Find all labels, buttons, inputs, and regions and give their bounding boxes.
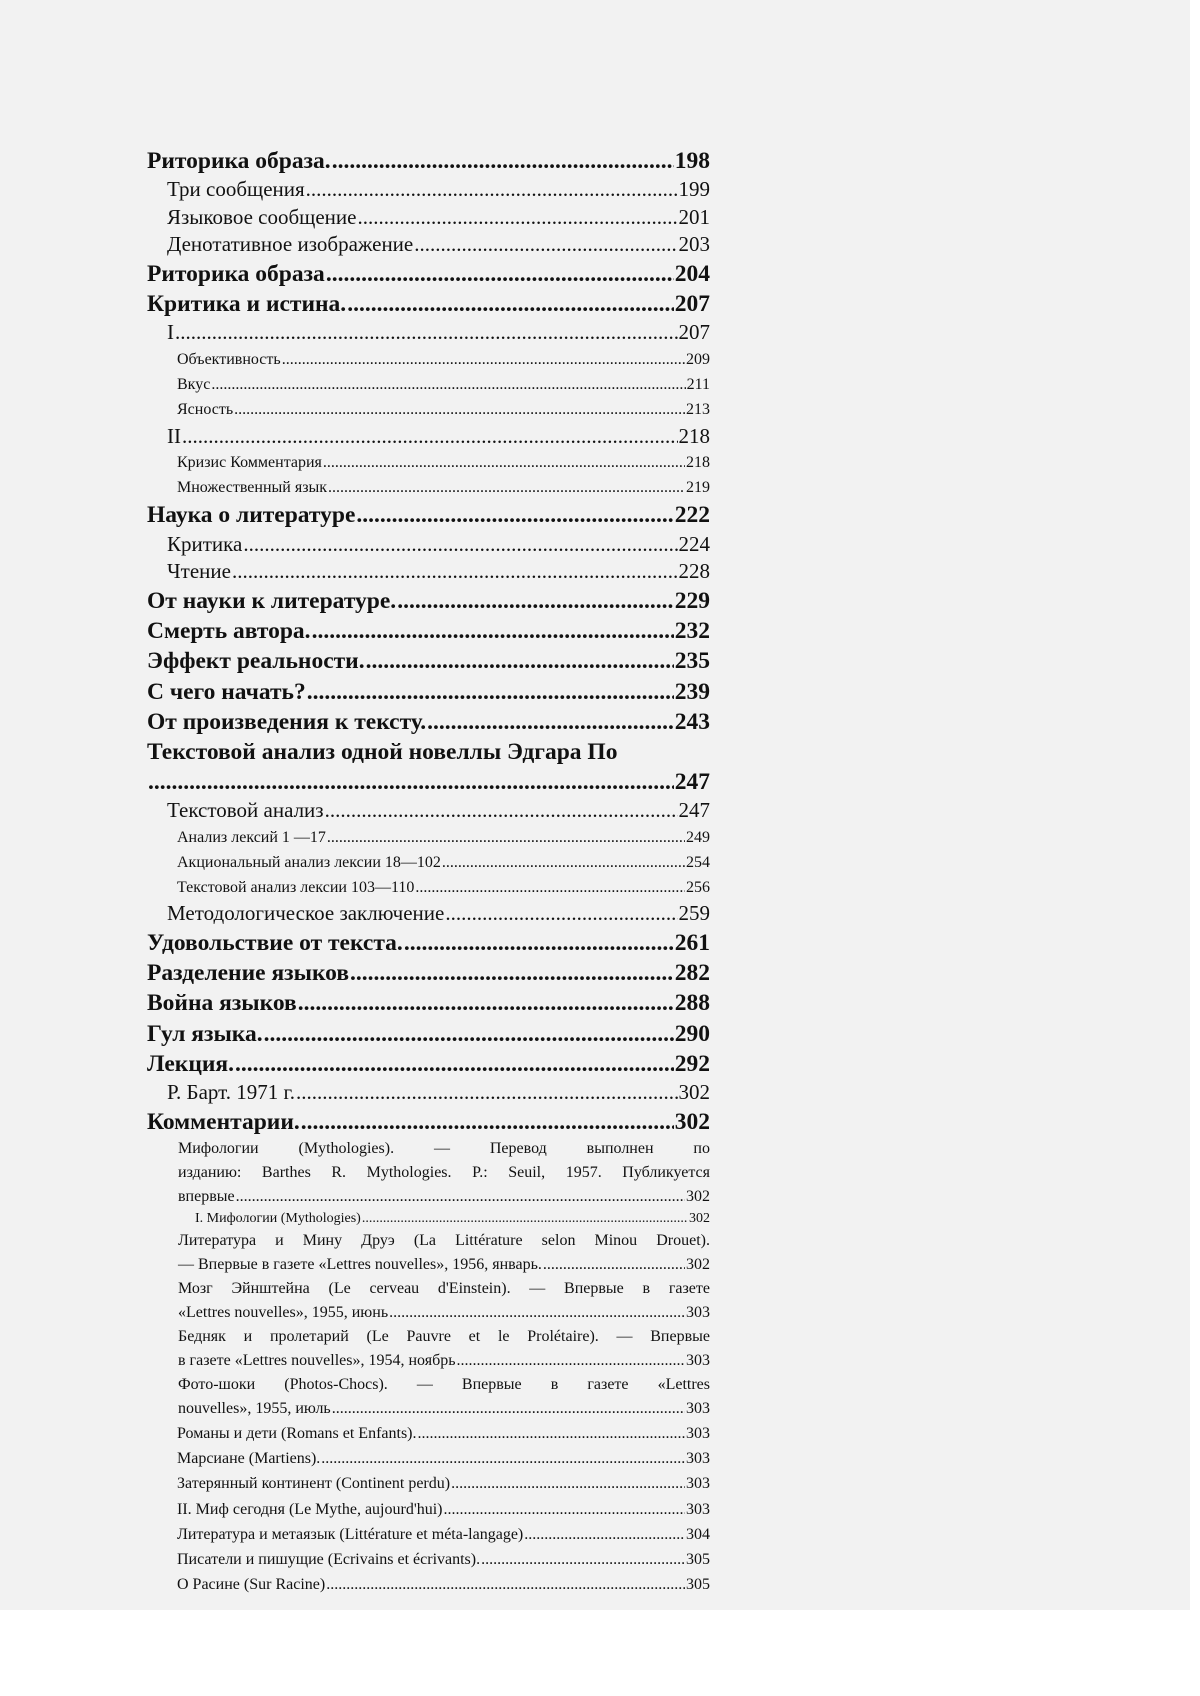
toc-entry-page: 247 [678,798,710,823]
leader-dots [443,1497,685,1522]
toc-entry[interactable] [147,707,710,737]
toc-entry[interactable] [147,850,710,875]
leader-dots [298,988,674,1018]
toc-entry-page: 305 [686,1576,710,1594]
toc-entry-title: I [167,320,174,345]
toc-entry-title: Писатели и пишущие (Ecrivains et écrivants). [177,1551,481,1569]
toc-entry-title: Романы и дети (Romans et Enfants). [177,1425,417,1443]
toc-entry-title: Разделение языков [147,960,350,987]
leader-dots [312,616,674,646]
toc-entry-page: 259 [678,901,710,926]
leader-dots [326,1572,685,1597]
toc-entry-title: I. Мифологии (Mythologies) [195,1211,361,1227]
toc-entry-title: Гул языка. [147,1020,263,1047]
toc-entry[interactable] [147,1019,710,1049]
toc-entry[interactable] [147,1373,710,1421]
toc-entry-page: 204 [674,260,710,287]
toc-entry-page: 303 [686,1304,710,1322]
toc-entry-title: Объективность [177,350,281,368]
toc-entry-title: впервые [178,1188,235,1206]
toc-entry-title-line: Литература и Мину Друэ (La Littérature selon Minou Drouet). [178,1232,710,1250]
toc-entry-title: Р. Барт. 1971 г. [167,1080,295,1105]
toc-entry[interactable] [147,204,710,232]
toc-entry-page: 304 [686,1525,710,1543]
toc-entry[interactable] [147,1107,710,1137]
toc-entry-page: 249 [686,828,710,846]
toc-entry-page: 224 [678,531,710,556]
leader-dots [457,1349,685,1373]
toc-entry[interactable] [147,1137,710,1209]
toc-entry-title: От произведения к тексту. [147,708,427,735]
toc-entry[interactable] [147,825,710,850]
toc-entry-title: Комментарии. [147,1108,300,1135]
toc-entry-page: 229 [674,587,710,614]
toc-entry-page: 201 [678,204,710,229]
table-of-contents [147,146,710,1598]
leader-dots [445,900,677,928]
toc-entry-page: 213 [686,401,710,419]
toc-entry-page: 302 [686,1256,710,1274]
toc-entry-page: 302 [678,1080,710,1105]
leader-dots [243,531,677,559]
toc-entry-title: Риторика образа [147,260,325,287]
leader-dots [332,1397,685,1421]
toc-entry[interactable] [147,500,710,530]
toc-entry[interactable] [147,423,710,451]
leader-dots [481,1547,685,1572]
toc-entry[interactable] [147,1277,710,1325]
leader-dots [442,850,685,875]
toc-entry-title: Затерянный континент (Continent perdu) [177,1475,451,1493]
leader-dots [350,958,674,988]
toc-entry-page: 198 [674,148,710,174]
toc-entry-title: Текстовой анализ одной новеллы Эдгара По [147,739,618,766]
toc-entry-title: Текстовой анализ лексии 103—110 [177,879,415,897]
toc-entry-title: Наука о литературе [147,502,356,529]
toc-entry[interactable] [147,397,710,422]
toc-entry-title: Смерть автора. [147,618,311,644]
toc-entry[interactable] [147,1471,710,1496]
toc-entry[interactable] [147,797,710,825]
leader-dots [347,289,674,319]
toc-entry-title-line: Мозг Эйнштейна (Le cerveau d'Einstein). — Впервые в газете [178,1280,710,1298]
toc-entry-title: Вкус [177,376,211,394]
toc-entry-page: 228 [678,559,710,584]
leader-dots [321,1446,685,1471]
toc-entry[interactable] [147,1049,710,1079]
leader-dots [362,1209,688,1229]
toc-entry-page: 288 [674,990,710,1017]
toc-entry-title: Чтение [167,559,231,584]
toc-entry-page: 207 [674,291,710,318]
leader-dots [234,397,685,422]
toc-entry-page: 282 [674,960,710,987]
leader-dots [211,372,685,397]
toc-entry-page: 302 [689,1211,710,1227]
toc-entry-title: «Lettres nouvelles», 1955, июнь [178,1304,389,1322]
toc-entry-title-line: Фото-шоки (Photos-Chocs). — Впервые в газете «Lettres [178,1376,710,1394]
leader-dots [356,500,673,530]
toc-entry-page: 303 [686,1400,710,1418]
toc-entry-page: 243 [674,708,710,735]
toc-entry-page: 211 [686,376,710,394]
toc-entry[interactable] [147,1572,710,1597]
toc-entry-page: 209 [686,350,710,368]
toc-entry-title: Удовольствие от текста. [147,929,403,956]
toc-entry-title: Множественный язык [177,479,328,497]
toc-entry[interactable] [147,1325,710,1373]
toc-entry-title: О Расине (Sur Racine) [177,1576,326,1594]
toc-entry-page: 218 [686,454,710,471]
toc-entry-title: Текстовой анализ [167,798,324,823]
toc-entry[interactable] [147,586,710,616]
leader-dots [326,259,674,289]
leader-dots [357,204,677,232]
toc-entry-title: Литература и метаязык (Littérature et méta-langage) [177,1525,524,1543]
toc-entry[interactable] [147,1547,710,1572]
leader-dots [148,767,674,797]
toc-entry[interactable] [147,646,710,676]
toc-entry-title: Ясность [177,401,234,419]
leader-dots [296,1079,678,1107]
toc-entry[interactable] [147,319,710,347]
leader-dots [543,1253,685,1277]
toc-entry[interactable] [147,231,710,259]
toc-entry[interactable] [147,1446,710,1471]
leader-dots [328,475,685,500]
toc-entry-page: 303 [686,1450,710,1468]
toc-entry-page: 292 [674,1050,710,1077]
toc-entry-page: 199 [678,177,710,202]
toc-entry[interactable] [147,1229,710,1277]
toc-entry-title: Война языков [147,990,297,1017]
toc-entry-page: 254 [686,853,710,871]
toc-entry-page: 302 [686,1188,710,1206]
toc-entry[interactable] [147,875,710,900]
toc-entry[interactable] [147,1421,710,1446]
toc-entry-page: 207 [678,320,710,345]
leader-dots [323,450,685,475]
leader-dots [397,586,674,616]
toc-entry-page: 256 [686,879,710,897]
toc-entry-title: Марсиане (Martiens). [177,1450,321,1468]
toc-entry-title: От науки к литературе. [147,587,397,614]
toc-entry-page: 203 [678,232,710,257]
toc-entry-page: 290 [674,1020,710,1047]
toc-entry-title: Акциональный анализ лексии 18—102 [177,853,441,871]
toc-entry-page: 303 [686,1475,710,1493]
toc-entry-title: Эффект реальности. [147,648,365,675]
leader-dots [232,558,678,586]
leader-dots [236,1185,685,1209]
toc-entry-page: 303 [686,1352,710,1370]
toc-entry-title: Языковое сообщение [167,204,357,229]
toc-entry[interactable] [147,677,710,707]
toc-entry-title: Денотативное изображение [167,232,414,257]
leader-dots [325,797,678,825]
toc-entry-page: 302 [674,1108,710,1135]
toc-entry-page: 261 [674,929,710,956]
leader-dots [418,1421,685,1446]
toc-entry[interactable] [147,558,710,586]
leader-dots [332,146,674,176]
toc-entry[interactable] [147,372,710,397]
leader-dots [282,347,685,372]
toc-entry-page: 222 [674,502,710,529]
toc-entry-title: Критика [167,531,243,556]
toc-entry-title: Методологическое заключение [167,901,445,926]
leader-dots [524,1522,685,1547]
toc-entry-title: nouvelles», 1955, июль [178,1400,331,1418]
toc-entry[interactable] [147,475,710,500]
leader-dots [235,1049,674,1079]
leader-dots [415,875,685,900]
toc-entry-title: Лекция. [147,1050,234,1077]
toc-entry-title-line: изданию: Barthes R. Mythologies. P.: Seuil, 1957. Публикуется [178,1164,710,1182]
toc-entry-title-line: Мифологии (Mythologies). — Перевод выполнен по [178,1140,710,1158]
toc-entry-page: 305 [686,1551,710,1569]
leader-dots [366,646,674,676]
toc-entry-title: Анализ лексий 1 —17 [177,828,326,846]
toc-entry[interactable] [147,988,710,1018]
toc-entry-title: Три сообщения [167,177,305,202]
toc-entry[interactable] [147,146,710,176]
toc-entry[interactable] [147,1497,710,1522]
toc-entry[interactable] [147,1209,710,1229]
toc-entry-title: II. Миф сегодня (Le Mythe, aujourd'hui) [177,1500,443,1518]
leader-dots [307,677,674,707]
leader-dots [175,319,678,347]
toc-entry[interactable] [147,616,710,646]
toc-entry[interactable] [147,176,710,204]
toc-entry[interactable] [147,450,710,475]
toc-entry[interactable] [147,289,710,319]
toc-entry-page: 303 [686,1500,710,1518]
toc-entry-title: Риторика образа. [147,148,331,174]
toc-entry[interactable] [147,259,710,289]
leader-dots [182,423,678,451]
leader-dots [451,1471,685,1496]
leader-dots [301,1107,674,1137]
leader-dots [327,825,685,850]
toc-entry[interactable] [147,531,710,559]
leader-dots [414,231,677,259]
toc-entry[interactable] [147,737,710,797]
toc-entry[interactable] [147,928,710,958]
toc-entry[interactable] [147,958,710,988]
toc-entry-page: 219 [686,479,710,497]
toc-entry-page: 232 [674,618,710,644]
toc-entry[interactable] [147,900,710,928]
toc-entry[interactable] [147,1079,710,1107]
toc-entry-page: 218 [678,423,710,448]
toc-entry-page: 247 [674,769,710,796]
toc-entry-title: в газете «Lettres nouvelles», 1954, ноябрь [178,1352,456,1370]
toc-entry-title: — Впервые в газете «Lettres nouvelles», 1956, январь. [178,1256,542,1274]
leader-dots [306,176,678,204]
leader-dots [264,1019,674,1049]
toc-entry-page: 239 [674,678,710,705]
toc-entry-title-line: Бедняк и пролетарий (Le Pauvre et le Prolétaire). — Впервые [178,1328,710,1346]
toc-entry-title: Критика и истина. [147,291,347,318]
leader-dots [404,928,674,958]
toc-entry-title: II [167,423,181,448]
toc-entry[interactable] [147,347,710,372]
leader-dots [427,707,674,737]
toc-entry-title: Кризис Комментария [177,454,322,471]
toc-entry-title: С чего начать? [147,678,306,705]
leader-dots [389,1301,685,1325]
toc-entry-page: 303 [686,1425,710,1443]
toc-entry[interactable] [147,1522,710,1547]
toc-entry-page: 235 [674,648,710,675]
